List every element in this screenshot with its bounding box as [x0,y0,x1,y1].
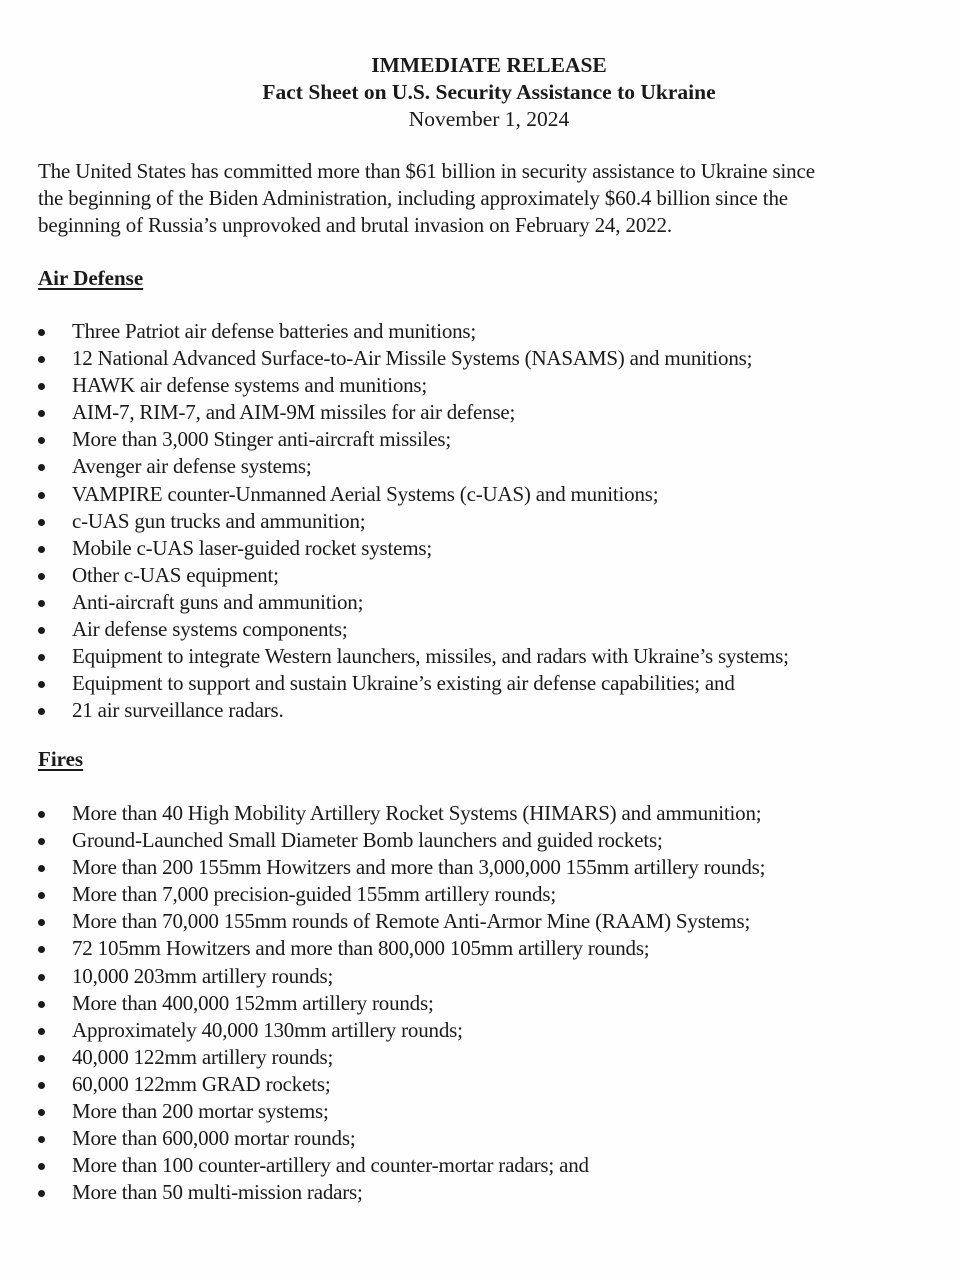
section-heading-air-defense: Air Defense [38,266,144,290]
bullet-icon [38,1001,45,1008]
list-item: VAMPIRE counter-Unmanned Aerial Systems (c-UAS) and munitions; [0,481,960,508]
list-item: More than 600,000 mortar rounds; [0,1125,960,1152]
list-item: Mobile c-UAS laser-guided rocket systems; [0,535,960,562]
document-date: November 1, 2024 [408,107,570,131]
list-item: Approximately 40,000 130mm artillery rounds; [0,1017,960,1044]
list-item: 72 105mm Howitzers and more than 800,000 105mm artillery rounds; [0,935,960,962]
bullet-icon [38,811,45,818]
bullet-icon [38,356,45,363]
list-item: c-UAS gun trucks and ammunition; [0,508,960,535]
intro-line: beginning of Russia’s unprovoked and brutal invasion on February 24, 2022. [38,213,672,237]
fires-list [0,800,960,1206]
list-item: More than 70,000 155mm rounds of Remote Anti-Armor Mine (RAAM) Systems; [0,908,960,935]
bullet-icon [38,1190,45,1197]
list-item: More than 200 mortar systems; [0,1098,960,1125]
bullet-icon [38,654,45,661]
bullet-icon [38,546,45,553]
intro-line: The United States has committed more than $61 billion in security assistance to Ukraine since [38,159,815,183]
list-item: More than 3,000 Stinger anti-aircraft missiles; [0,426,960,453]
bullet-icon [38,627,45,634]
release-label: IMMEDIATE RELEASE [371,53,607,77]
bullet-icon [38,573,45,580]
bullet-icon [38,600,45,607]
list-item: Avenger air defense systems; [0,453,960,480]
list-item: AIM-7, RIM-7, and AIM-9M missiles for air defense; [0,399,960,426]
section-heading-fires: Fires [38,747,84,771]
bullet-icon [38,838,45,845]
list-item: More than 200 155mm Howitzers and more than 3,000,000 155mm artillery rounds; [0,854,960,881]
bullet-icon [38,892,45,899]
list-item: 10,000 203mm artillery rounds; [0,963,960,990]
list-item: More than 7,000 precision-guided 155mm artillery rounds; [0,881,960,908]
list-item: Equipment to integrate Western launchers, missiles, and radars with Ukraine’s systems; [0,643,960,670]
bullet-icon [38,437,45,444]
bullet-icon [38,1082,45,1089]
intro-line: the beginning of the Biden Administration, including approximately $60.4 billion since the [38,186,788,210]
list-item: 60,000 122mm GRAD rockets; [0,1071,960,1098]
bullet-icon [38,708,45,715]
bullet-icon [38,974,45,981]
bullet-icon [38,383,45,390]
bullet-icon [38,865,45,872]
list-item: Air defense systems components; [0,616,960,643]
bullet-icon [38,329,45,336]
document-header [0,52,960,133]
intro-paragraph [38,158,928,239]
bullet-icon [38,492,45,499]
bullet-icon [38,919,45,926]
bullet-icon [38,464,45,471]
list-item: More than 400,000 152mm artillery rounds; [0,990,960,1017]
air-defense-list [0,318,960,724]
bullet-icon [38,1028,45,1035]
bullet-icon [38,1109,45,1116]
bullet-icon [38,1136,45,1143]
bullet-icon [38,410,45,417]
list-item: 21 air surveillance radars. [0,697,960,724]
bullet-icon [38,946,45,953]
list-item: 12 National Advanced Surface-to-Air Missile Systems (NASAMS) and munitions; [0,345,960,372]
list-item: Equipment to support and sustain Ukraine’s existing air defense capabilities; and [0,670,960,697]
list-item: More than 40 High Mobility Artillery Rocket Systems (HIMARS) and ammunition; [0,800,960,827]
document-title: Fact Sheet on U.S. Security Assistance to Ukraine [262,80,716,104]
list-item: Other c-UAS equipment; [0,562,960,589]
bullet-icon [38,1055,45,1062]
list-item: HAWK air defense systems and munitions; [0,372,960,399]
list-item: More than 50 multi-mission radars; [0,1179,960,1206]
list-item: Anti-aircraft guns and ammunition; [0,589,960,616]
list-item: Three Patriot air defense batteries and munitions; [0,318,960,345]
bullet-icon [38,681,45,688]
bullet-icon [38,1163,45,1170]
list-item: 40,000 122mm artillery rounds; [0,1044,960,1071]
bullet-icon [38,519,45,526]
list-item: More than 100 counter-artillery and counter-mortar radars; and [0,1152,960,1179]
list-item: Ground-Launched Small Diameter Bomb launchers and guided rockets; [0,827,960,854]
